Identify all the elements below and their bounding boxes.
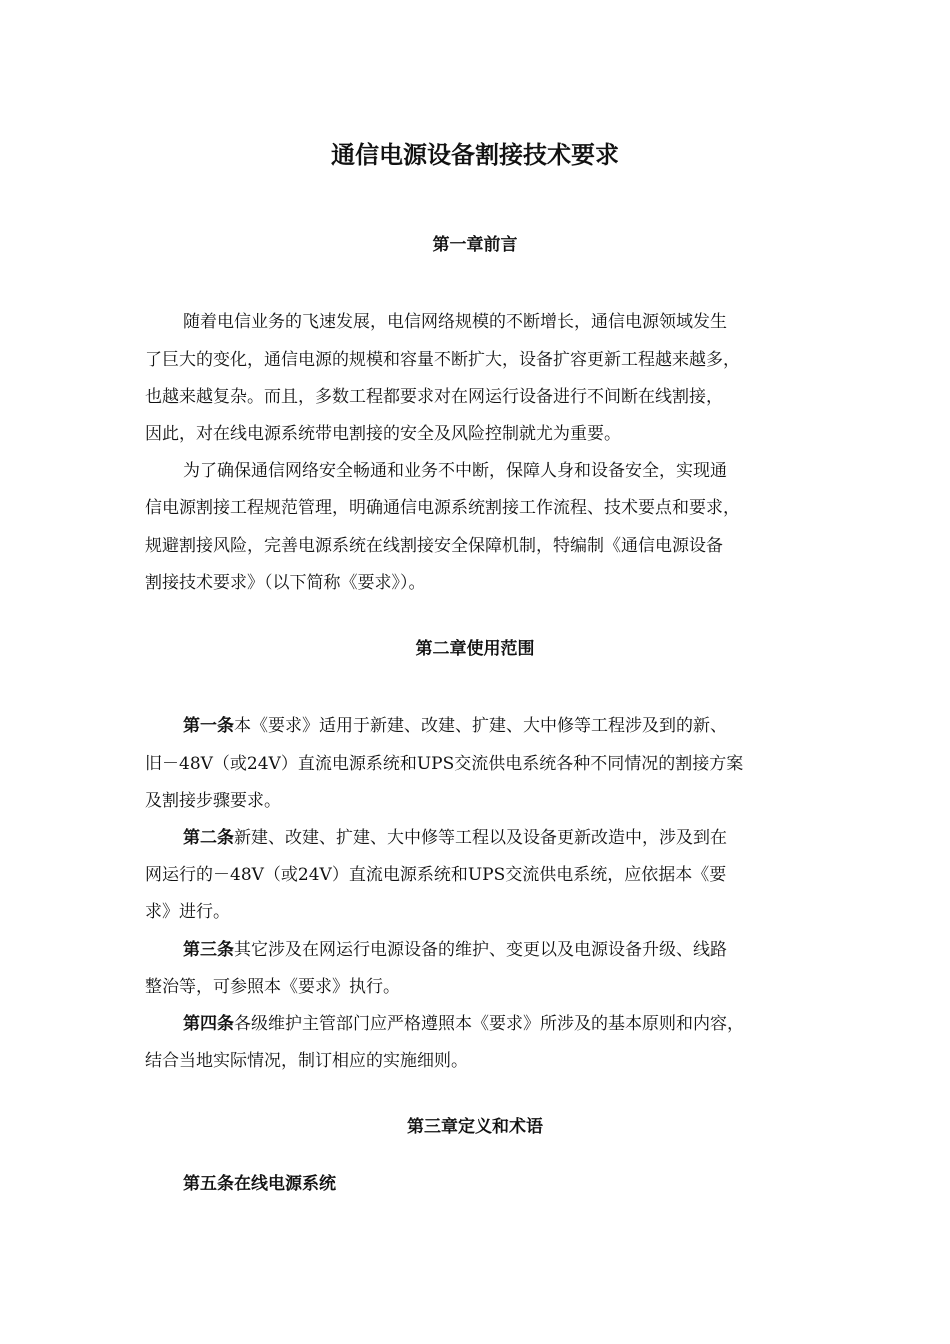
article-text: 各级维护主管部门应严格遵照本《要求》所涉及的基本原则和内容， bbox=[234, 1014, 744, 1034]
article-label: 第四条 bbox=[183, 1014, 234, 1034]
text-line: 也越来越复杂。而且，多数工程都要求对在网运行设备进行不间断在线割接， bbox=[145, 387, 723, 407]
article-5-heading: 第五条在线电源系统 bbox=[183, 1174, 336, 1194]
text-line bbox=[183, 939, 727, 961]
text-line: 因此，对在线电源系统带电割接的安全及风险控制就尤为重要。 bbox=[145, 424, 621, 444]
text-line: 规避割接风险，完善电源系统在线割接安全保障机制，特编制《通信电源设备 bbox=[145, 536, 723, 556]
text-line bbox=[183, 827, 727, 849]
article-label: 第三条 bbox=[183, 940, 234, 960]
article-label: 第一条 bbox=[183, 716, 234, 736]
chapter-1-heading: 第一章前言 bbox=[432, 235, 518, 255]
text-line: 旧－48V（或24V）直流电源系统和UPS交流供电系统各种不同情况的割接方案 bbox=[145, 754, 744, 774]
text-line: 求》进行。 bbox=[145, 902, 230, 922]
text-line bbox=[183, 715, 727, 737]
text-line: 信电源割接工程规范管理，明确通信电源系统割接工作流程、技术要点和要求， bbox=[145, 498, 740, 518]
document-title: 通信电源设备割接技术要求 bbox=[331, 141, 619, 169]
text-line: 了巨大的变化，通信电源的规模和容量不断扩大，设备扩容更新工程越来越多， bbox=[145, 350, 740, 370]
chapter-2-heading: 第二章使用范围 bbox=[415, 639, 535, 659]
text-line: 随着电信业务的飞速发展，电信网络规模的不断增长，通信电源领域发生 bbox=[183, 312, 727, 332]
article-text: 本《要求》适用于新建、改建、扩建、大中修等工程涉及到的新、 bbox=[234, 716, 727, 736]
text-line: 割接技术要求》（以下简称《要求》）。 bbox=[145, 573, 426, 593]
text-line: 结合当地实际情况，制订相应的实施细则。 bbox=[145, 1051, 468, 1071]
article-text: 新建、改建、扩建、大中修等工程以及设备更新改造中，涉及到在 bbox=[234, 828, 727, 848]
article-text: 其它涉及在网运行电源设备的维护、变更以及电源设备升级、线路 bbox=[234, 940, 727, 960]
text-line bbox=[183, 1013, 744, 1035]
text-line: 网运行的－48V（或24V）直流电源系统和UPS交流供电系统，应依据本《要 bbox=[145, 865, 727, 885]
article-label: 第二条 bbox=[183, 828, 234, 848]
text-line: 为了确保通信网络安全畅通和业务不中断，保障人身和设备安全，实现通 bbox=[183, 461, 727, 481]
text-line: 整治等，可参照本《要求》执行。 bbox=[145, 977, 400, 997]
text-line: 及割接步骤要求。 bbox=[145, 791, 281, 811]
chapter-3-heading: 第三章定义和术语 bbox=[407, 1117, 543, 1137]
